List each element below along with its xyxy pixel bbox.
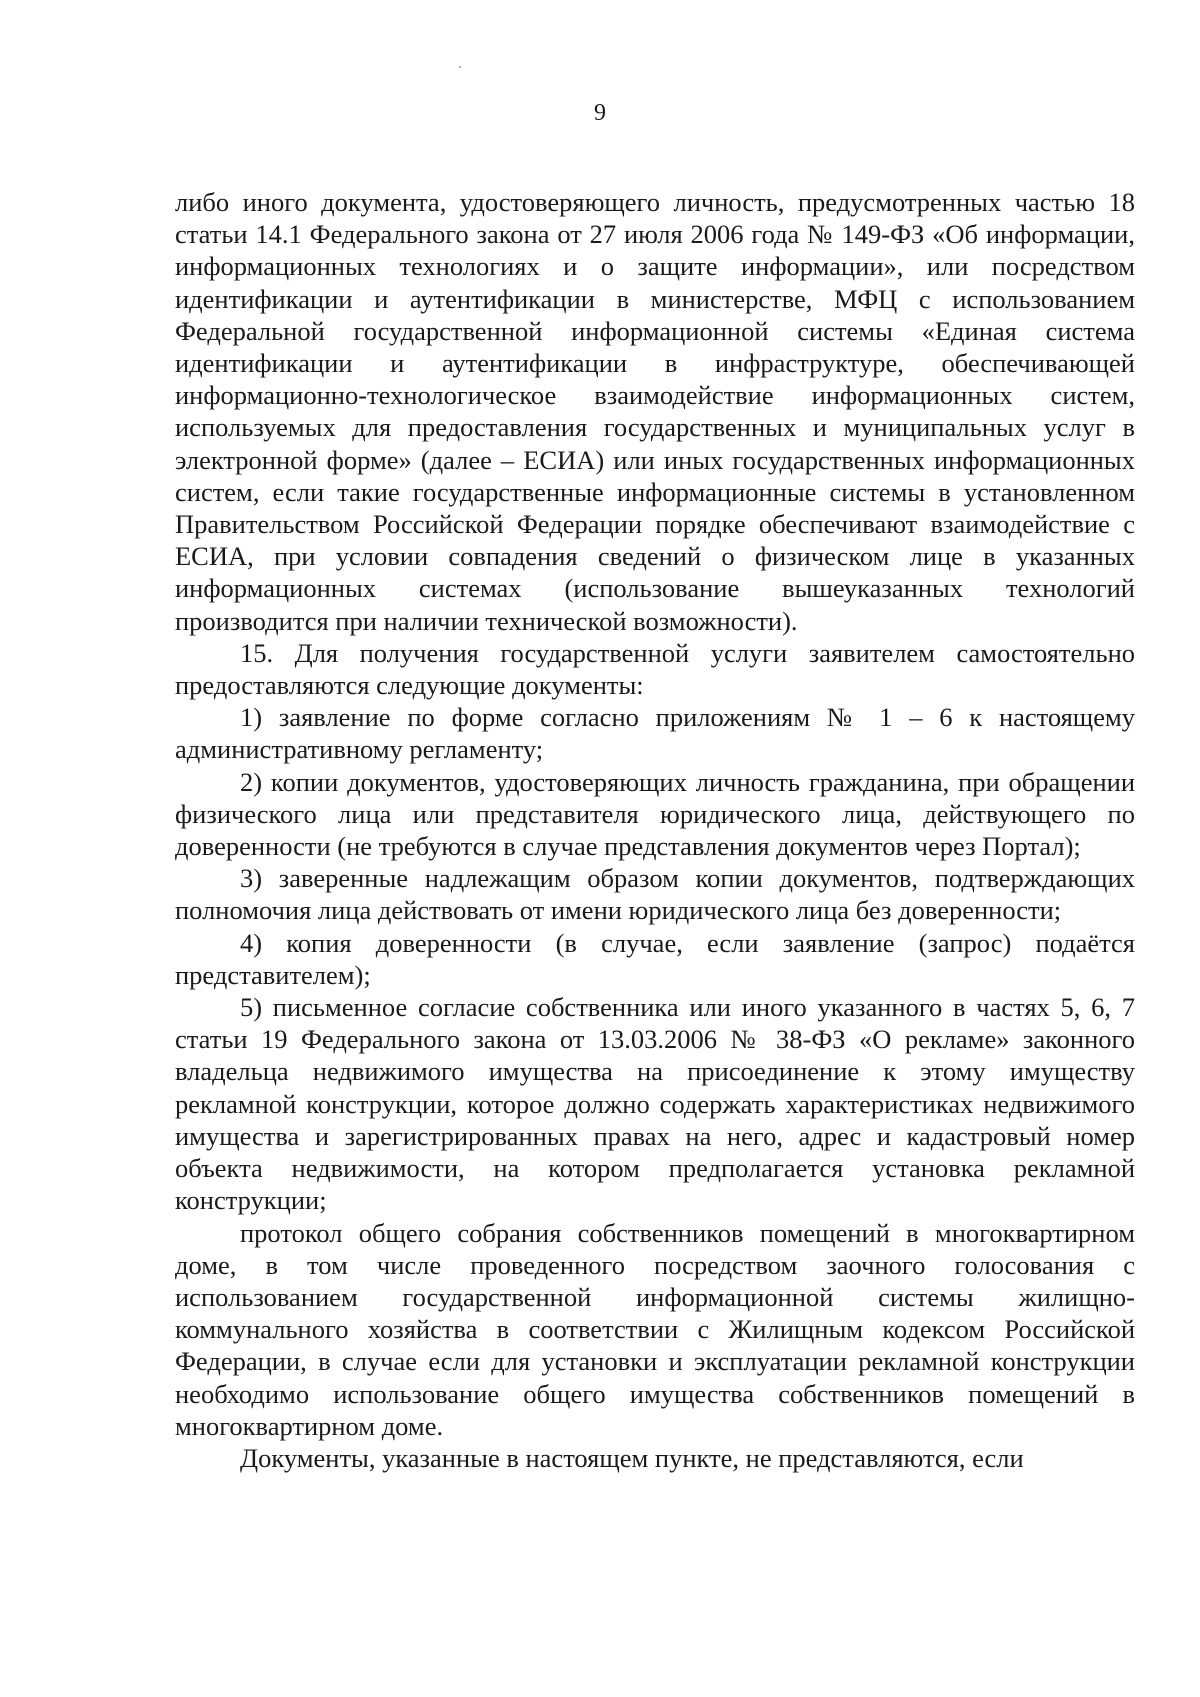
paragraph-subitem-1: 1) заявление по форме согласно приложениям № 1 – 6 к настоящему административному регламенту; xyxy=(175,702,1135,765)
page-number: 9 xyxy=(594,100,606,126)
paragraph-documents-note: Документы, указанные в настоящем пункте, не представляются, если xyxy=(240,1442,1024,1473)
document-body xyxy=(175,186,1135,1474)
scan-speck xyxy=(459,66,461,68)
paragraph-subitem-2: 2) копии документов, удостоверяющих личность гражданина, при обращении физического лица или представителя юридического лица, действующего по доверенности (не требуются в случае представления документов через Портал); xyxy=(175,766,1135,862)
paragraph-subitem-4: 4) копия доверенности (в случае, если заявление (запрос) подаётся представителем); xyxy=(175,927,1135,990)
paragraph-subitem-5: 5) письменное согласие собственника или иного указанного в частях 5, 6, 7 статьи 19 Федерального закона от 13.03.2006 № 38-ФЗ «О рекламе» законного владельца недвижимого имущества на присоединение к этому имуществу рекламной конструкции, которое должно содержать характеристиках недвижимого имущества и зарегистрированных правах на него, адрес и кадастровый номер объекта недвижимости, на котором предполагается установка рекламной конструкции; xyxy=(175,992,1135,1216)
paragraph-meeting-protocol: протокол общего собрания собственников помещений в многоквартирном доме, в том числе проведенного посредством заочного голосования с использованием государственной информационной системы жилищно-коммунального хозяйства в соответствии с Жилищным кодексом Российской Федерации, в случае если для установки и эксплуатации рекламной конструкции необходимо использование общего имущества собственников помещений в многоквартирном доме. xyxy=(175,1217,1135,1441)
paragraph-identification-continuation: либо иного документа, удостоверяющего личность, предусмотренных частью 18 статьи 14.1 Федерального закона от 27 июля 2006 года № 149-ФЗ «Об информации, информационных технологиях и о защите информации», или посредством идентификации и аутентификации в министерстве, МФЦ с использованием Федеральной государственной информационной системы «Единая система идентификации и аутентификации в инфраструктуре, обеспечивающей информационно-технологическое взаимодействие информационных систем, используемых для предоставления государственных и муниципальных услуг в электронной форме» (далее – ЕСИА) или иных государственных информационных систем, если такие государственные информационные системы в установленном Правительством Российской Федерации порядке обеспечивают взаимодействие с ЕСИА, при условии совпадения сведений о физическом лице в указанных информационных системах (использование вышеуказанных технологий производится при наличии технической возможности). xyxy=(175,187,1135,636)
paragraph-subitem-3: 3) заверенные надлежащим образом копии документов, подтверждающих полномочия лица действовать от имени юридического лица без доверенности; xyxy=(175,863,1135,926)
paragraph-item-15: 15. Для получения государственной услуги заявителем самостоятельно предоставляются следующие документы: xyxy=(175,637,1135,701)
